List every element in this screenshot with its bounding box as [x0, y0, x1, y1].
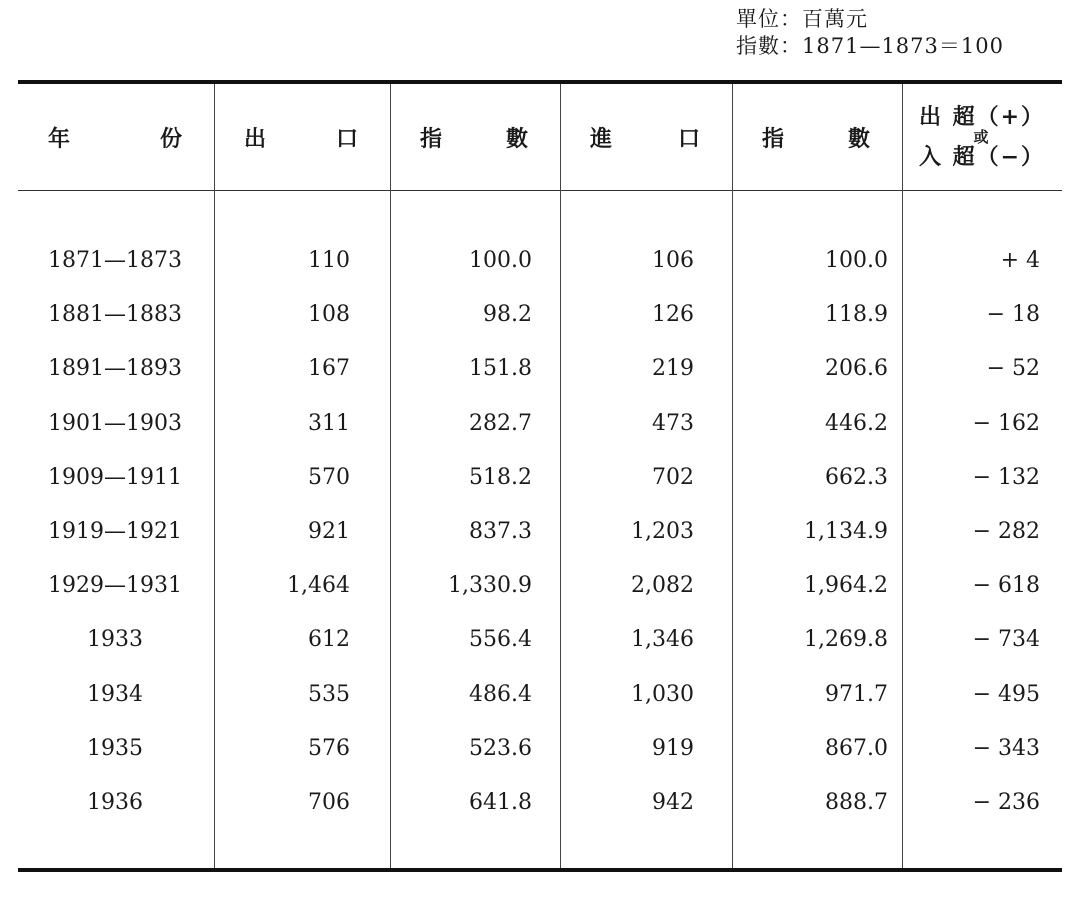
exports-cell: 576: [308, 735, 350, 761]
year-cell: 1934: [87, 681, 143, 707]
exports-cell: 535: [308, 681, 350, 707]
balance-cell: − 52: [986, 356, 1040, 382]
table-row: [18, 613, 1062, 667]
balance-cell: − 734: [972, 627, 1040, 653]
exports-cell: 921: [308, 519, 350, 544]
imports-cell: 942: [652, 790, 694, 815]
header-year: [18, 84, 214, 190]
index-base-label: 指數：1871—1873＝100: [736, 34, 1004, 58]
imports-cell: 919: [652, 735, 694, 761]
unit-note: [736, 6, 1004, 60]
imports-cell: 219: [652, 356, 694, 382]
export-index-cell: 151.8: [469, 356, 532, 382]
import-index-cell: 1,134.9: [804, 519, 888, 544]
import-index-cell: 206.6: [825, 356, 888, 382]
exports-cell: 110: [308, 248, 350, 273]
table-row: [18, 776, 1062, 830]
header-balance-surplus: 出 超（+）: [918, 104, 1046, 130]
balance-cell: − 343: [972, 735, 1040, 761]
balance-cell: + 4: [1000, 248, 1040, 273]
year-cell: 1891—1893: [48, 356, 182, 382]
export-index-cell: 98.2: [483, 302, 532, 328]
balance-cell: − 132: [972, 464, 1040, 490]
table-row: [18, 451, 1062, 505]
header-balance: [902, 84, 1062, 190]
header-balance-or: 或: [973, 128, 991, 146]
export-index-cell: 1,330.9: [448, 573, 532, 599]
export-index-cell: 556.4: [469, 627, 532, 653]
header-import-index-char-1: 指: [762, 125, 787, 152]
imports-cell: 473: [652, 410, 694, 436]
header-year-char-1: 年: [48, 125, 73, 152]
header-export-index: [390, 84, 560, 190]
header-exports: [214, 84, 390, 190]
header-imports-char-2: 口: [677, 125, 702, 152]
unit-label: 單位：百萬元: [736, 7, 868, 31]
header-exports-char-1: 出: [244, 125, 269, 152]
export-index-cell: 523.6: [469, 735, 532, 761]
import-index-cell: 971.7: [825, 681, 888, 707]
header-import-index: [732, 84, 902, 190]
import-index-cell: 1,964.2: [804, 573, 888, 599]
import-index-cell: 888.7: [825, 790, 888, 815]
bottom-rule: [18, 868, 1062, 872]
year-cell: 1871—1873: [48, 248, 182, 273]
year-cell: 1909—1911: [48, 464, 182, 490]
header-imports-char-1: 進: [590, 125, 615, 152]
exports-cell: 570: [308, 464, 350, 490]
header-export-index-char-2: 數: [505, 125, 530, 152]
year-cell: 1933: [87, 627, 143, 653]
year-cell: 1935: [87, 735, 143, 761]
header-year-char-2: 份: [159, 125, 184, 152]
import-index-cell: 100.0: [825, 248, 888, 273]
export-index-cell: 282.7: [469, 410, 532, 436]
table-row: [18, 342, 1062, 396]
imports-cell: 702: [652, 464, 694, 490]
balance-cell: − 495: [972, 681, 1040, 707]
imports-cell: 1,346: [631, 627, 694, 653]
table-row: [18, 722, 1062, 776]
balance-cell: − 162: [972, 410, 1040, 436]
header-imports: [560, 84, 732, 190]
year-cell: 1901—1903: [48, 410, 182, 436]
export-index-cell: 518.2: [469, 464, 532, 490]
table-row: [18, 234, 1062, 288]
exports-cell: 612: [308, 627, 350, 653]
balance-cell: − 282: [972, 519, 1040, 544]
year-cell: 1936: [87, 790, 143, 815]
table-row: [18, 505, 1062, 559]
header-import-index-char-2: 數: [847, 125, 872, 152]
exports-cell: 108: [308, 302, 350, 328]
imports-cell: 106: [652, 248, 694, 273]
imports-cell: 1,030: [631, 681, 694, 707]
header-exports-char-2: 口: [335, 125, 360, 152]
exports-cell: 311: [308, 410, 350, 436]
balance-cell: − 618: [972, 573, 1040, 599]
import-index-cell: 867.0: [825, 735, 888, 761]
import-index-cell: 1,269.8: [804, 627, 888, 653]
header-rule: [18, 190, 1062, 191]
table-row: [18, 397, 1062, 451]
export-index-cell: 641.8: [469, 790, 532, 815]
year-cell: 1919—1921: [48, 519, 182, 544]
imports-cell: 1,203: [631, 519, 694, 544]
exports-cell: 706: [308, 790, 350, 815]
balance-cell: − 18: [986, 302, 1040, 328]
table-row: [18, 559, 1062, 613]
export-index-cell: 837.3: [469, 519, 532, 544]
header-export-index-char-1: 指: [420, 125, 445, 152]
import-index-cell: 446.2: [825, 410, 888, 436]
imports-cell: 126: [652, 302, 694, 328]
table-row: [18, 668, 1062, 722]
header-balance-deficit: 入 超（−）: [918, 144, 1046, 170]
import-index-cell: 662.3: [825, 464, 888, 490]
exports-cell: 167: [308, 356, 350, 382]
table-row: [18, 288, 1062, 342]
year-cell: 1929—1931: [48, 573, 182, 599]
year-cell: 1881—1883: [48, 302, 182, 328]
export-index-cell: 100.0: [469, 248, 532, 273]
exports-cell: 1,464: [287, 573, 350, 599]
import-index-cell: 118.9: [825, 302, 888, 328]
balance-cell: − 236: [972, 790, 1040, 815]
export-index-cell: 486.4: [469, 681, 532, 707]
imports-cell: 2,082: [631, 573, 694, 599]
